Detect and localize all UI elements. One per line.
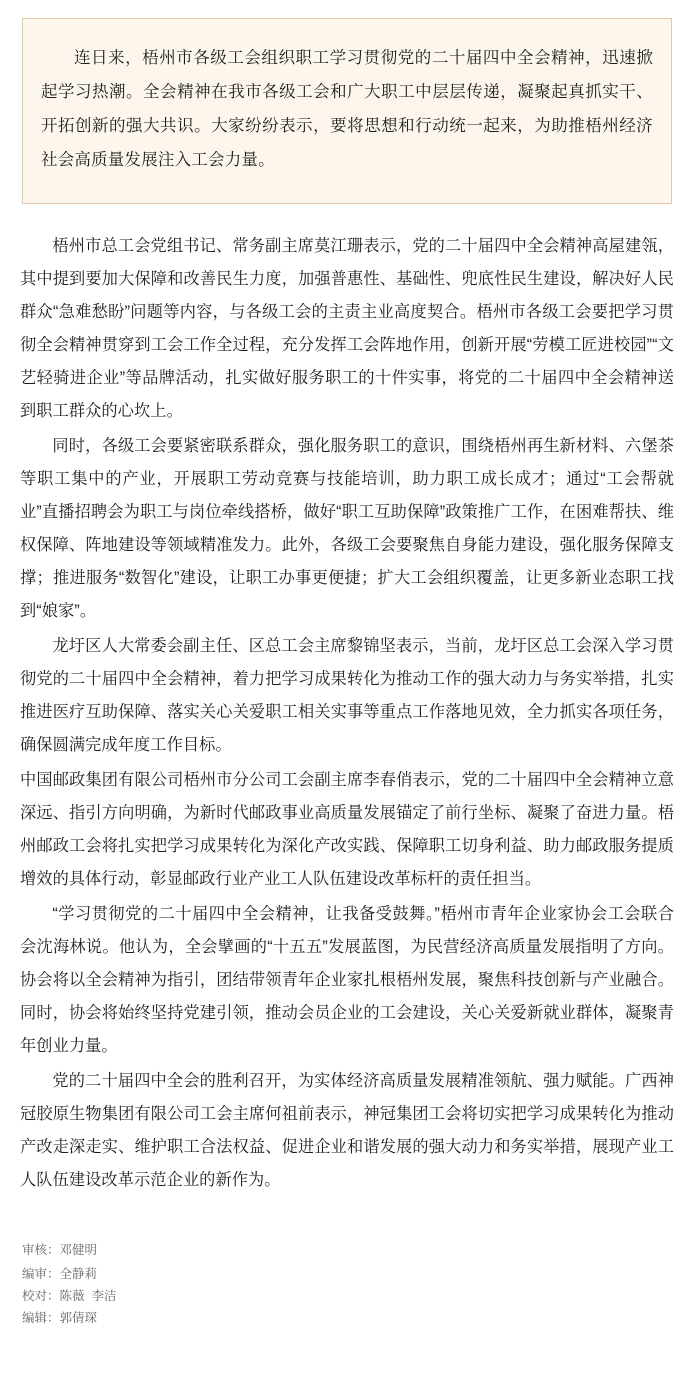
body-paragraph: 中国邮政集团有限公司梧州市分公司工会副主席李春俏表示，党的二十届四中全会精神立意深远、指引方向明确，为新时代邮政事业高质量发展锚定了前行坐标、凝聚了奋进力量。梧州邮政工会将扎实把学习成果转化为深化产改实践、保障职工切身利益、助力邮政服务提质增效的具体行动，彰显邮政行业产业工人队伍建设改革标杆的责任担当。 [20, 771, 674, 888]
body-paragraph: 梧州市总工会党组书记、常务副主席莫江珊表示，党的二十届四中全会精神高屋建瓴，其中提到要加大保障和改善民生力度，加强普惠性、基础性、兜底性民生建设，解决好人民群众“急难愁盼”问题等内容，与各级工会的主责主业高度契合。梧州市各级工会要把学习贯彻全会精神贯穿到工会工作全过程，充分发挥工会阵地作用，创新开展“劳模工匠进校园”“文艺轻骑进企业”等品牌活动，扎实做好服务职工的十件实事，将党的二十届四中全会精神送到职工群众的心坎上。 [20, 237, 674, 420]
body-paragraph: “学习贯彻党的二十届四中全会精神，让我备受鼓舞。”梧州市青年企业家协会工会联合会沈海林说。他认为，全会擘画的“十五五”发展蓝图，为民营经济高质量发展指明了方向。协会将以全会精神为指引，团结带领青年企业家扎根梧州发展，聚焦科技创新与产业融合。同时，协会将始终坚持党建引领，推动会员企业的工会建设，关心关爱新就业群体，凝聚青年创业力量。 [20, 905, 674, 1055]
lede-callout [22, 18, 672, 204]
body-paragraph: 党的二十届四中全会的胜利召开，为实体经济高质量发展精准领航、强力赋能。广西神冠胶原生物集团有限公司工会主席何祖前表示，神冠集团工会将切实把学习成果转化为推动产改走深走实、维护职工合法权益、促进企业和谐发展的强大动力和务实举措，展现产业工人队伍建设改革示范企业的新作为。 [20, 1072, 674, 1189]
article-credits [20, 1239, 674, 1329]
credit-reviewer: 审核：邓健明 [22, 1243, 98, 1257]
credit-editor: 编审：全静莉 [22, 1267, 98, 1281]
credit-compiler: 编辑：郭倩琛 [22, 1311, 98, 1325]
credit-proofreader: 校对：陈薇 李洁 [22, 1289, 117, 1303]
lede-text: 连日来，梧州市各级工会组织职工学习贯彻党的二十届四中全会精神，迅速掀起学习热潮。全会精神在我市各级工会和广大职工中层层传递，凝聚起真抓实干、开拓创新的强大共识。大家纷纷表示，要将思想和行动统一起来，为助推梧州经济社会高质量发展注入工会力量。 [41, 49, 653, 169]
article-body [20, 230, 674, 1197]
body-paragraph: 同时，各级工会要紧密联系群众，强化服务职工的意识，围绕梧州再生新材料、六堡茶等职工集中的产业，开展职工劳动竞赛与技能培训，助力职工成长成才；通过“工会帮就业”直播招聘会为职工与岗位牵线搭桥，做好“职工互助保障”政策推广工作，在困难帮扶、维权保障、阵地建设等领域精准发力。此外，各级工会要聚焦自身能力建设，强化服务保障支撑；推进服务“数智化”建设，让职工办事更便捷；扩大工会组织覆盖，让更多新业态职工找到“娘家”。 [20, 437, 674, 620]
body-paragraph: 龙圩区人大常委会副主任、区总工会主席黎锦坚表示，当前，龙圩区总工会深入学习贯彻党的二十届四中全会精神，着力把学习成果转化为推动工作的强大动力与务实举措，扎实推进医疗互助保障、落实关心关爱职工相关实事等重点工作落地见效，全力抓实各项任务，确保圆满完成年度工作目标。 [20, 637, 674, 754]
